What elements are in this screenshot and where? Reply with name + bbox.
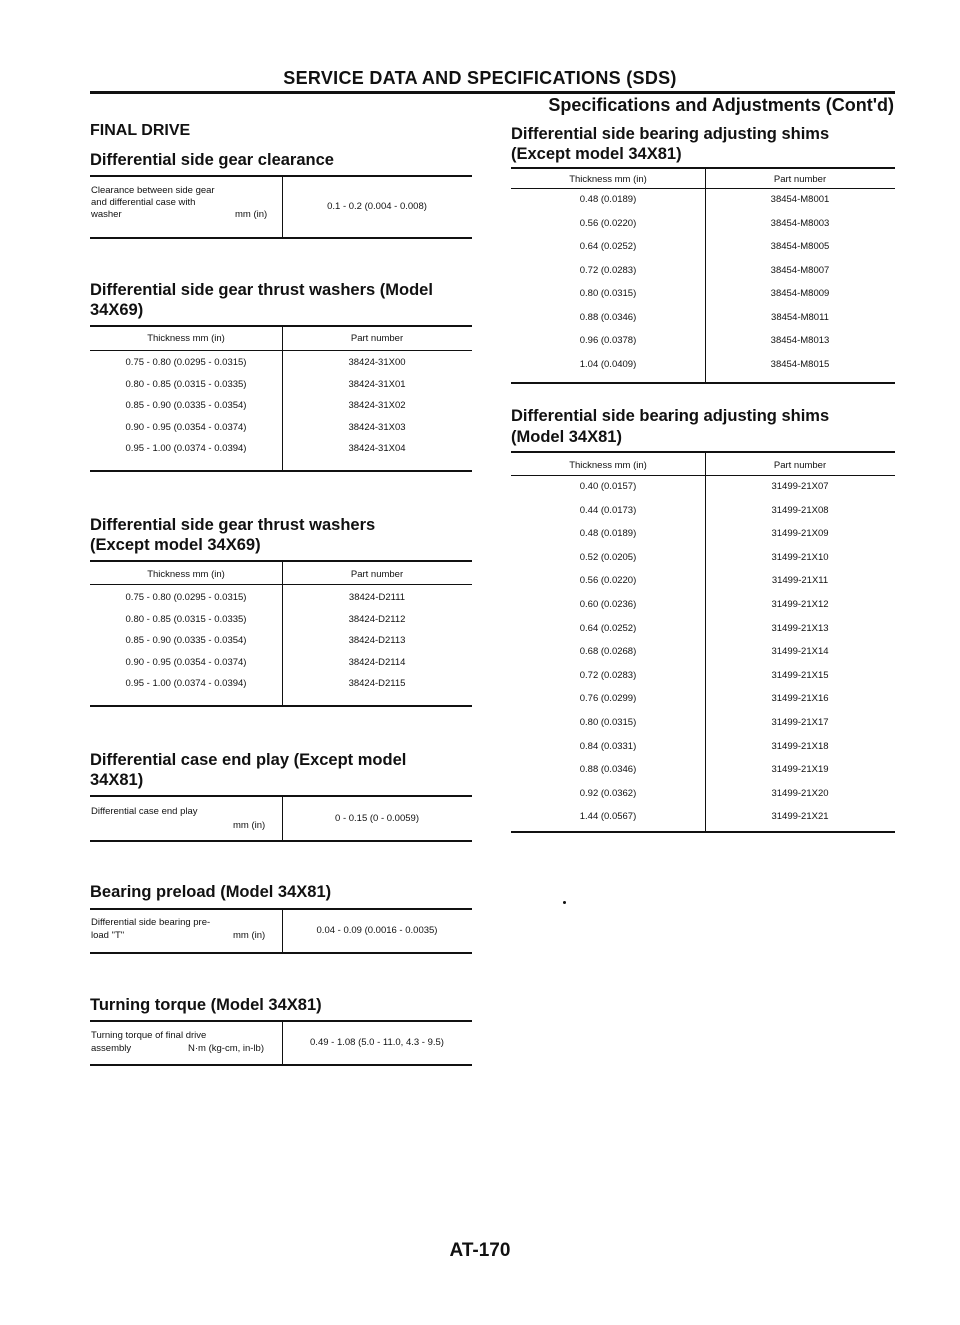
torque-desc-line1: Turning torque of final drive [91, 1030, 207, 1041]
thickness-cell: 0.75 - 0.80 (0.0295 - 0.0315) [125, 592, 247, 603]
part-number-cell: 38454-M8013 [770, 335, 830, 346]
endplay-heading-line1: Differential case end play (Except model [90, 751, 407, 769]
thickness-cell: 0.64 (0.0252) [579, 622, 637, 634]
final-drive-heading: FINAL DRIVE [90, 122, 191, 139]
part-number-cell: 38424-31X04 [348, 443, 406, 455]
thickness-cell: 0.48 (0.0189) [579, 528, 637, 540]
preload-desc-line2: load "T" [91, 930, 125, 941]
clearance-heading: Differential side gear clearance [90, 151, 334, 169]
clearance-desc-line2: and differential case with [91, 197, 196, 208]
washers69-col-thickness: Thickness mm (in) [147, 333, 225, 344]
shims-ex81-heading-line1: Differential side bearing adjusting shims [511, 125, 830, 143]
part-number-cell: 38424-D2113 [348, 635, 406, 647]
part-number-cell: 31499-21X10 [771, 551, 829, 563]
endplay-heading-line2: 34X81) [90, 771, 144, 789]
title-rule [90, 91, 895, 94]
thickness-cell: 1.44 (0.0567) [579, 811, 637, 823]
thickness-cell: 0.76 (0.0299) [579, 693, 637, 705]
thickness-cell: 0.90 - 0.95 (0.0354 - 0.0374) [125, 421, 247, 433]
thickness-cell: 0.68 (0.0268) [579, 646, 637, 658]
preload-unit: mm (in) [233, 930, 266, 941]
shims-ex81-col-part: Part number [773, 174, 827, 185]
washersx69-heading-line1: Differential side gear thrust washers [90, 516, 376, 534]
shims-81-header-rule [511, 475, 895, 476]
clearance-desc-line3: washer [91, 209, 122, 220]
washers69-heading-line1: Differential side gear thrust washers (Model [90, 281, 433, 299]
shims-ex81-col-thickness: Thickness mm (in) [569, 174, 647, 185]
part-number-cell: 31499-21X19 [771, 764, 829, 776]
part-number-cell: 38424-31X02 [348, 400, 406, 412]
part-number-cell: 38424-31X00 [348, 357, 406, 368]
preload-desc-line1: Differential side bearing pre- [91, 917, 211, 928]
washersx69-header-rule [90, 584, 472, 585]
part-number-cell: 38454-M8007 [770, 264, 830, 276]
thickness-cell: 0.80 - 0.85 (0.0315 - 0.0335) [125, 613, 247, 625]
part-number-cell: 31499-21X13 [771, 622, 829, 634]
part-number-cell: 38454-M8009 [770, 288, 830, 299]
torque-unit: N·m (kg-cm, in-lb) [188, 1043, 264, 1054]
thickness-cell: 0.64 (0.0252) [579, 241, 637, 252]
shims-81-heading-line1: Differential side bearing adjusting shims [511, 407, 830, 425]
shims-81-col-part: Part number [773, 460, 827, 471]
thickness-cell: 0.84 (0.0331) [579, 740, 637, 752]
thickness-cell: 0.95 - 1.00 (0.0374 - 0.0394) [125, 678, 247, 690]
torque-desc-line2: assembly [91, 1043, 132, 1054]
thickness-cell: 0.40 (0.0157) [579, 481, 637, 492]
thickness-cell: 0.96 (0.0378) [579, 335, 637, 346]
part-number-cell: 38424-D2114 [348, 656, 406, 668]
thickness-cell: 0.56 (0.0220) [579, 575, 637, 587]
washers69-heading-line2: 34X69) [90, 301, 144, 319]
washersx69-col-part: Part number [350, 569, 404, 580]
thickness-cell: 1.04 (0.0409) [579, 358, 637, 370]
thickness-cell: 0.80 - 0.85 (0.0315 - 0.0335) [125, 378, 247, 390]
endplay-unit: mm (in) [233, 820, 266, 831]
thickness-cell: 0.80 (0.0315) [579, 288, 637, 299]
clearance-value: 0.1 - 0.2 (0.004 - 0.008) [327, 201, 427, 212]
part-number-cell: 31499-21X21 [771, 811, 829, 823]
thickness-cell: 0.60 (0.0236) [579, 599, 637, 610]
part-number-cell: 38424-31X01 [348, 378, 406, 390]
thickness-cell: 0.75 - 0.80 (0.0295 - 0.0315) [125, 357, 247, 368]
thickness-cell: 0.80 (0.0315) [579, 717, 637, 728]
shims-ex81-heading-line2: (Except model 34X81) [511, 145, 682, 163]
part-number-cell: 38454-M8005 [770, 241, 830, 252]
thickness-cell: 0.92 (0.0362) [579, 787, 637, 799]
part-number-cell: 31499-21X20 [771, 787, 829, 799]
page-title: SERVICE DATA AND SPECIFICATIONS (SDS) [283, 68, 677, 88]
washers69-header-rule [90, 350, 472, 351]
part-number-cell: 31499-21X17 [771, 717, 829, 728]
thickness-cell: 0.52 (0.0205) [579, 551, 637, 563]
part-number-cell: 31499-21X08 [771, 504, 829, 516]
thickness-cell: 0.72 (0.0283) [579, 669, 637, 681]
endplay-desc: Differential case end play [91, 806, 198, 817]
thickness-cell: 0.56 (0.0220) [579, 217, 637, 229]
shims-ex81-header-rule [511, 188, 895, 189]
shims-81-col-thickness: Thickness mm (in) [569, 460, 647, 471]
part-number-cell: 38424-D2115 [348, 678, 406, 690]
torque-value: 0.49 - 1.08 (5.0 - 11.0, 4.3 - 9.5) [310, 1037, 444, 1048]
thickness-cell: 0.88 (0.0346) [579, 764, 637, 776]
clearance-unit: mm (in) [235, 209, 268, 220]
torque-heading: Turning torque (Model 34X81) [90, 996, 322, 1014]
thickness-cell: 0.85 - 0.90 (0.0335 - 0.0354) [125, 400, 247, 412]
thickness-cell: 0.88 (0.0346) [579, 311, 637, 323]
washers69-col-part: Part number [350, 333, 404, 344]
endplay-value: 0 - 0.15 (0 - 0.0059) [335, 813, 419, 824]
part-number-cell: 31499-21X16 [771, 693, 829, 705]
thickness-cell: 0.90 - 0.95 (0.0354 - 0.0374) [125, 656, 247, 668]
thickness-cell: 0.48 (0.0189) [579, 194, 637, 205]
part-number-cell: 38424-31X03 [348, 421, 406, 433]
shims-81-heading-line2: (Model 34X81) [511, 428, 622, 446]
part-number-cell: 38454-M8015 [770, 358, 830, 370]
page-number: AT-170 [449, 1240, 511, 1261]
washersx69-col-thickness: Thickness mm (in) [147, 569, 225, 580]
thickness-cell: 0.72 (0.0283) [579, 264, 637, 276]
part-number-cell: 38454-M8011 [771, 311, 829, 323]
part-number-cell: 31499-21X15 [771, 669, 829, 681]
part-number-cell: 38424-D2111 [348, 592, 406, 603]
part-number-cell: 38454-M8001 [770, 194, 830, 205]
part-number-cell: 31499-21X07 [771, 481, 829, 492]
clearance-desc-line1: Clearance between side gear [91, 185, 215, 196]
part-number-cell: 31499-21X18 [771, 740, 829, 752]
part-number-cell: 31499-21X09 [771, 528, 829, 540]
stray-dot [563, 901, 566, 904]
part-number-cell: 38424-D2112 [348, 613, 406, 625]
preload-heading: Bearing preload (Model 34X81) [90, 883, 332, 901]
washersx69-heading-line2: (Except model 34X69) [90, 536, 261, 554]
part-number-cell: 31499-21X11 [771, 575, 829, 587]
part-number-cell: 38454-M8003 [770, 217, 830, 229]
thickness-cell: 0.85 - 0.90 (0.0335 - 0.0354) [125, 635, 247, 647]
part-number-cell: 31499-21X14 [771, 646, 829, 658]
thickness-cell: 0.95 - 1.00 (0.0374 - 0.0394) [125, 443, 247, 455]
thickness-cell: 0.44 (0.0173) [579, 504, 637, 516]
page-subtitle: Specifications and Adjustments (Cont'd) [548, 95, 894, 115]
preload-value: 0.04 - 0.09 (0.0016 - 0.0035) [316, 925, 438, 936]
part-number-cell: 31499-21X12 [771, 599, 829, 610]
